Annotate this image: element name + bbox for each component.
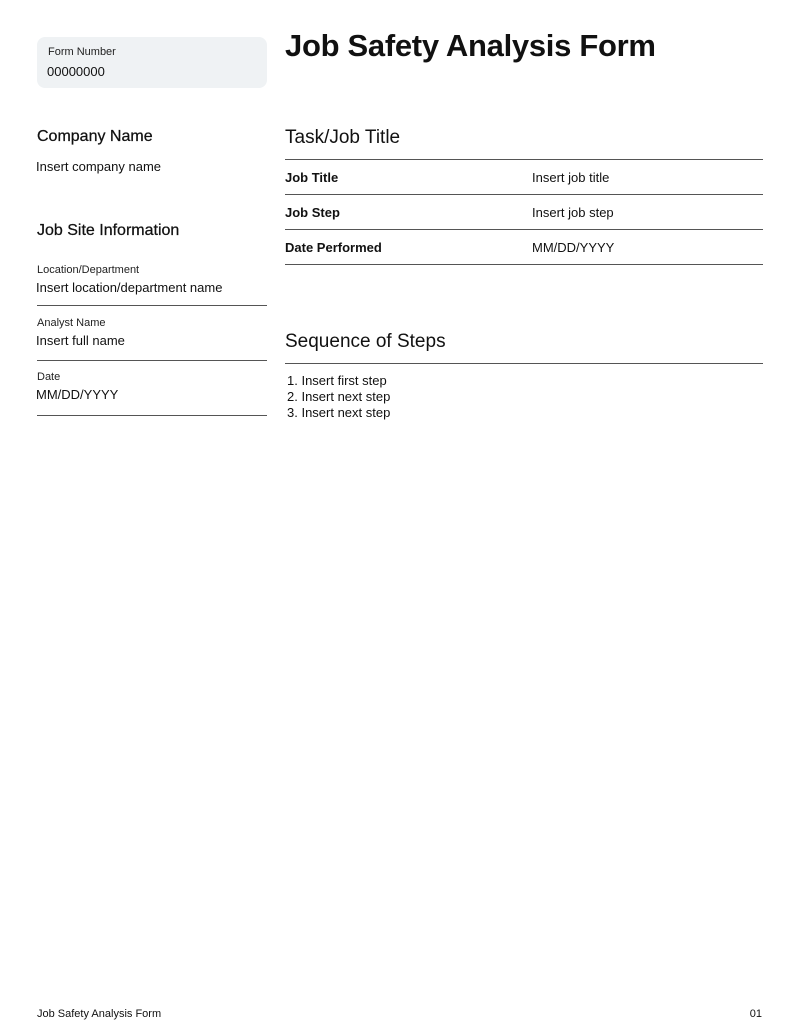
date-performed-label: Date Performed <box>285 240 382 255</box>
date-field[interactable] <box>37 371 267 416</box>
analyst-name-label: Analyst Name <box>37 317 106 329</box>
task-row-date-performed <box>285 230 763 265</box>
list-item[interactable]: 1. Insert first step <box>287 373 387 388</box>
footer-title: Job Safety Analysis Form <box>37 1008 162 1020</box>
location-department-field[interactable] <box>37 264 267 306</box>
location-department-value[interactable]: Insert location/department name <box>36 280 223 295</box>
page-title: Job Safety Analysis Form <box>285 28 656 63</box>
location-department-label: Location/Department <box>37 264 140 276</box>
company-name-field[interactable]: Insert company name <box>36 159 162 174</box>
task-job-title-heading: Task/Job Title <box>285 127 401 148</box>
job-title-value[interactable]: Insert job title <box>532 170 610 185</box>
date-label: Date <box>37 371 61 383</box>
job-step-value[interactable]: Insert job step <box>532 205 614 220</box>
form-number-label: Form Number <box>48 46 116 58</box>
task-row-job-title <box>285 160 763 195</box>
analyst-name-field[interactable] <box>37 317 267 361</box>
steps-divider <box>285 363 763 364</box>
company-name-heading: Company Name <box>37 128 153 145</box>
job-title-label: Job Title <box>285 170 339 185</box>
date-performed-value[interactable]: MM/DD/YYYY <box>532 240 615 255</box>
list-item[interactable]: 2. Insert next step <box>287 389 391 404</box>
list-item[interactable]: 3. Insert next step <box>287 405 391 420</box>
job-step-label: Job Step <box>285 205 340 220</box>
analyst-name-value[interactable]: Insert full name <box>36 333 125 348</box>
task-row-job-step <box>285 195 763 230</box>
steps-list <box>287 373 390 421</box>
page-number: 01 <box>749 1008 762 1020</box>
sequence-of-steps-heading: Sequence of Steps <box>285 331 446 352</box>
task-table <box>285 159 763 265</box>
job-site-heading: Job Site Information <box>37 222 180 239</box>
form-number-value[interactable]: 00000000 <box>47 64 105 79</box>
date-value[interactable]: MM/DD/YYYY <box>36 387 119 402</box>
form-number-box <box>37 37 267 88</box>
